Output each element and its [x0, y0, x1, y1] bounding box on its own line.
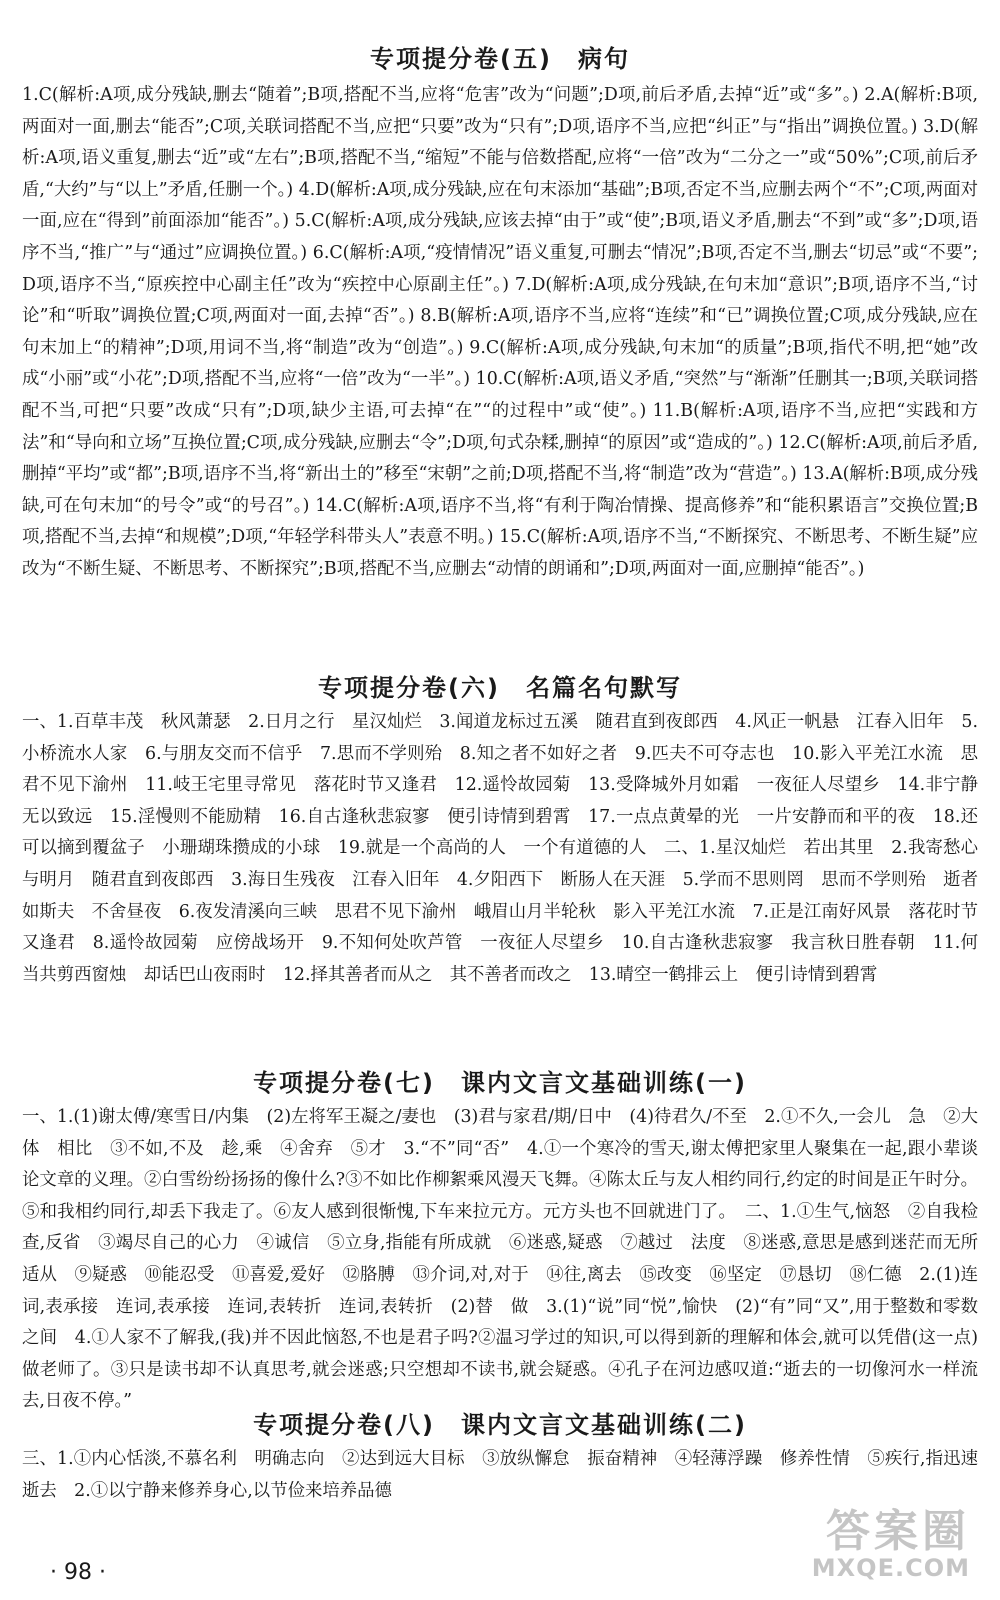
answer-paragraph: 1.C(解析:A项,成分残缺,删去“随着”;B项,搭配不当,应将“危害”改为“问题”;D项,前后矛盾,去掉“近”或“多”。) 2.A(解析:B项,两面对一面,删去“能否”;C项,关联词搭配不当,应把“只要”改为“只有”;D项,语序不当,应把“纠正”与“指出”调换位置。) 3.D(解析:A项,语义重复,删去“近”或“左右”;B项,搭配不当,“缩短”不能与倍数搭配,应将“一倍”改为“二分之一”或“50%”;C项,前后矛盾,“大约”与“以上”矛盾,任删一个。) 4.D(解析:A项,成分残缺,应在句末添加“基础”;B项,否定不当,应删去两个“不”;C项,两面对一面,应在“得到”前面添加“能否”。) 5.C(解析:A项,成分残缺,应该去掉“由于”或“使”;B项,语义矛盾,删去“不到”或“多”;D项,语序不当,“推广”与“通过”应调换位置。) 6.C(解析:A项,“疫情情况”语义重复,可删去“情况”;B项,否定不当,删去“切忌”或“不要”;D项,语序不当,“原疾控中心副主任”改为“疾控中心原副主任”。) 7.D(解析:A项,成分残缺,在句末加“意识”;B项,语序不当,“讨论”和“听取”调换位置;C项,两面对一面,去掉“否”。) 8.B(解析:A项,语序不当,应将“连续”和“已”调换位置;C项,成分残缺,应在句末加上“的精神”;D项,用词不当,将“制造”改为“创造”。) 9.C(解析:A项,成分残缺,句末加“的质量”;B项,指代不明,把“她”改成“小丽”或“小花”;D项,搭配不当,应将“一倍”改为“一半”。) 10.C(解析:A项,语义矛盾,“突然”与“渐渐”任删其一;B项,关联词搭配不当,可把“只要”改成“只有”;D项,缺少主语,可去掉“在”“的过程中”或“使”。) 11.B(解析:A项,语序不当,应把“实践和方法”和“导向和立场”互换位置;C项,成分残缺,应删去“令”;D项,句式杂糅,删掉“的原因”或“造成的”。) 12.C(解析:A项,前后矛盾,删掉“平均”或“都”;B项,语序不当,将“新出土的”移至“宋朝”之前;D项,搭配不当,将“制造”改为“营造”。) 13.A(解析:B项,成分残缺,可在句末加“的号令”或“的号召”。) 14.C(解析:A项,语序不当,将“有利于陶冶情操、提高修养”和“能积累语言”交换位置;B项,搭配不当,去掉“和规模”;D项,“年轻学科带头人”表意不明。) 15.C(解析:A项,语序不当,“不断探究、不断思考、不断生疑”应改为“不断生疑、不断思考、不断探究”;B项,搭配不当,应删去“动情的朗诵和”;D项,两面对一面,应删掉“能否”。): [22, 85, 978, 579]
section-5-sentence-errors: [0, 44, 1000, 586]
watermark: [811, 1506, 970, 1582]
watermark-url: MXQE.COM: [811, 1554, 970, 1582]
section-8-classical-chinese-2: [0, 1410, 1000, 1507]
section-6-famous-quotes: [0, 673, 1000, 991]
section-title: 专项提分卷(八) 课内文言文基础训练(二): [253, 1411, 747, 1439]
section-title: 专项提分卷(五) 病句: [370, 45, 630, 73]
answer-paragraph: 三、1.①内心恬淡,不慕名利 明确志向 ②达到远大目标 ③放纵懈怠 振奋精神 ④轻薄浮躁 修养性情 ⑤疾行,指迅速逝去 2.①以宁静来修养身心,以节俭来培养品德: [22, 1449, 978, 1501]
page-number: · 98 ·: [50, 1560, 106, 1585]
section-title: 专项提分卷(六) 名篇名句默写: [318, 674, 682, 702]
section-7-classical-chinese-1: [0, 1068, 1000, 1418]
answer-paragraph: 一、1.(1)谢太傅/寒雪日/内集 (2)左将军王凝之/妻也 (3)君与家君/期/日中 (4)待君久/不至 2.①不久,一会儿 急 ②大体 相比 ③不如,不及 趁,乘 ④舍弃 ⑤才 3.“不”同“否” 4.①一个寒冷的雪天,谢太傅把家里人聚集在一起,跟小辈谈论文章的义理。②白雪纷纷扬扬的像什么?③不如比作柳絮乘风漫天飞舞。④陈太丘与友人相约同行,约定的时间是正午时分。⑤和我相约同行,却丢下我走了。⑥友人感到很惭愧,下车来拉元方。元方头也不回就进门了。 二、1.①生气,恼怒 ②自我检查,反省 ③竭尽自己的心力 ④诚信 ⑤立身,指能有所成就 ⑥迷惑,疑惑 ⑦越过 法度 ⑧迷惑,意思是感到迷茫而无所适从 ⑨疑惑 ⑩能忍受 ⑪喜爱,爱好 ⑫胳膊 ⑬介词,对,对于 ⑭往,离去 ⑮改变 ⑯坚定 ⑰恳切 ⑱仁德 2.(1)连词,表承接 连词,表承接 连词,表转折 连词,表转折 (2)替 做 3.(1)“说”同“悦”,愉快 (2)“有”同“又”,用于整数和零数之间 4.①人家不了解我,(我)并不因此恼怒,不也是君子吗?②温习学过的知识,可以得到新的理解和体会,就可以凭借(这一点)做老师了。③只是读书却不认真思考,就会迷惑;只空想却不读书,就会疑惑。④孔子在河边感叹道:“逝去的一切像河水一样流去,日夜不停。”: [22, 1107, 978, 1412]
watermark-logo: 答案圈: [826, 1506, 970, 1557]
section-title: 专项提分卷(七) 课内文言文基础训练(一): [253, 1069, 747, 1097]
answer-paragraph: 一、1.百草丰茂 秋风萧瑟 2.日月之行 星汉灿烂 3.闻道龙标过五溪 随君直到夜郎西 4.风正一帆悬 江春入旧年 5.小桥流水人家 6.与朋友交而不信乎 7.思而不学则殆 8.知之者不如好之者 9.匹夫不可夺志也 10.影入平羌江水流 思君不见下渝州 11.岐王宅里寻常见 落花时节又逢君 12.遥怜故园菊 13.受降城外月如霜 一夜征人尽望乡 14.非宁静无以致远 15.淫慢则不能励精 16.自古逢秋悲寂寥 便引诗情到碧霄 17.一点点黄晕的光 一片安静而和平的夜 18.还可以摘到覆盆子 小珊瑚珠攒成的小球 19.就是一个高尚的人 一个有道德的人 二、1.星汉灿烂 若出其里 2.我寄愁心与明月 随君直到夜郎西 3.海日生残夜 江春入旧年 4.夕阳西下 断肠人在天涯 5.学而不思则罔 思而不学则殆 逝者如斯夫 不舍昼夜 6.夜发清溪向三峡 思君不见下渝州 峨眉山月半轮秋 影入平羌江水流 7.正是江南好风景 落花时节又逢君 8.遥怜故园菊 应傍战场开 9.不知何处吹芦管 一夜征人尽望乡 10.自古逢秋悲寂寥 我言秋日胜春朝 11.何当共剪西窗烛 却话巴山夜雨时 12.择其善者而从之 其不善者而改之 13.晴空一鹤排云上 便引诗情到碧霄: [22, 712, 978, 985]
